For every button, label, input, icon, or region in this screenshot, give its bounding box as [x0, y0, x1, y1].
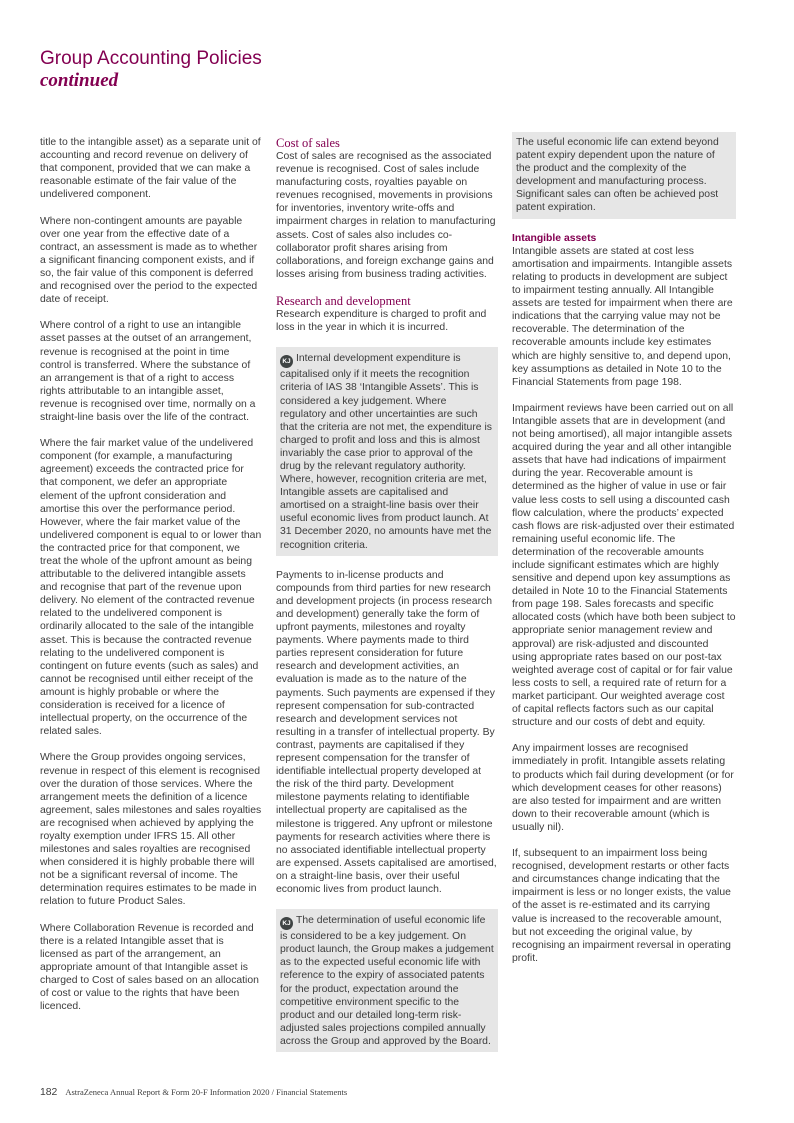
paragraph: Where Collaboration Revenue is recorded and there is a related Intangible asset that is licensed as part of the arrangement, an appropriate amount of that Intangible asset is charged to Cost of sales based on an allocation of cost or value to the rights that have been licenced. — [40, 922, 259, 1013]
key-judgement-box — [276, 909, 498, 1052]
paragraph: title to the intangible asset) as a separate unit of accounting and record revenue on delivery of that component, provided that we can make a reasonable estimate of the fair value of the undelivered component. — [40, 137, 261, 201]
key-judgement-text: Internal development expenditure is capitalised only if it meets the recognition criteria of IAS 38 ‘Intangible Assets’. This is considered a key judgement. Where regulatory and other uncertainties are such that the criteria are not met, the expenditure is charged to profit and loss and this is almost invariably the case prior to approval of the drug by the relevant regulatory authority. Where, however, recognition criteria are met, Intangible assets are capitalised and amortised on a straight-line basis over their useful economic lives from product launch. At 31 December 2020, no amounts have met the recognition criteria. — [280, 353, 492, 551]
key-judgement-text: The determination of useful economic life is considered to be a key judgement. On product launch, the Group makes a judgement as to the expected useful economic life with reference to the expiry of associated patents for the product, expectation around the competitive environment specific to the product and our detailed long-term risk-adjusted sales projections compiled annually across the Group and approved by the Board. — [280, 915, 494, 1047]
paragraph: Where control of a right to use an intangible asset passes at the outset of an arrangement, revenue is recognised at the point in time control is transferred. Where the substance of an arrangement is that of a right to access rights attributable to an intangible asset, revenue is recognised over time, normally on a straight-line basis over the life of the contract. — [40, 320, 256, 423]
key-judgement-box — [276, 347, 498, 555]
column-left — [40, 136, 262, 1013]
paragraph: Payments to in-license products and compounds from third parties for new research and development projects (in process research and development) generally take the form of upfront payments, milestones and royalty payments. Where payments made to third parties represent consideration for future research and development activities, an evaluation is made as to the nature of the payments. Such payments are expensed if they represent compensation for sub-contracted research and development services not resulting in a transfer of intellectual property. By contrast, payments are capitalised if they represent compensation for the transfer of identifiable intellectual property developed at the risk of the third party. Development milestone payments relating to identifiable intellectual property are capitalised as the milestone is triggered. Any upfront or milestone payments for research activities where there is no associated identifiable intellectual property are expensed. Assets capitalised are amortised, on a straight-line basis, over their useful economic lives from product launch. — [276, 569, 497, 895]
footer-text: AstraZeneca Annual Report & Form 20-F Information 2020 / Financial Statements — [65, 1087, 348, 1097]
paragraph: Impairment reviews have been carried out on all Intangible assets that are in development (and not being amortised), all major intangible assets acquired during the year and all other intangible assets that have had indications of impairment during the year. Recoverable amount is determined as the higher of value in use or fair value less costs to sell using a discounted cash flow calculation, where the products’ expected cash flows are risk-adjusted over their estimated remaining useful economic life. The determination of the recoverable amounts include significant estimates which are highly sensitive and depend upon key assumptions as detailed in Note 10 to the Financial Statements from page 198. Sales forecasts and specific allocated costs (which have both been subject to appropriate senior management review and approval) are risk-adjusted and discounted using appropriate rates based on our post-tax weighted average cost of capital or for fair value less costs to sell, a required rate of return for a market participant. Our weighted average cost of capital reflects factors such as our capital structure and our costs of debt and equity. — [512, 402, 736, 729]
page-number: 182 — [40, 1087, 58, 1098]
paragraph: Any impairment losses are recognised immediately in profit. Intangible assets relating to products which fail during development (or for which development ceases for other reasons) are also tested for impairment and are written down to their recoverable amount (which is usually nil). — [512, 743, 734, 833]
page-title — [40, 48, 262, 92]
key-judgement-box-continued — [512, 132, 736, 219]
page-footer — [40, 1087, 347, 1098]
paragraph: Cost of sales are recognised as the associated revenue is recognised. Cost of sales include manufacturing costs, royalties payable on revenues recognised, movements in provisions for inventories, inventory write-offs and impairment charges in relation to manufacturing assets. Cost of sales also includes co-collaborator profit shares arising from collaborations, and foreign exchange gains and losses arising from business trading activities. — [276, 151, 496, 280]
column-middle — [276, 136, 498, 1065]
key-judgement-text: The useful economic life can extend beyond patent expiry dependent upon the nature of the product and the complexity of the development and manufacturing process. Significant sales can often be achieved post patent expiration. — [516, 137, 719, 214]
column-right — [512, 136, 736, 965]
paragraph: Where the fair market value of the undelivered component (for example, a manufacturing agreement) exceeds the contracted price for that component, we defer an appropriate element of the upfront consideration and amortise this over the performance period. However, where the fair market value of the undelivered component is equal to or lower than the contracted price for that component, we treat the whole of the upfront amount as being attributable to the delivered intangible assets and recognise that part of the revenue upon delivery. No element of the contracted revenue related to the undelivered component is ordinarily allocated to the sale of the intangible asset. This is because the contracted revenue relating to the undelivered component is contingent on future events (such as sales) and cannot be recognised until either receipt of the amount is highly probable or where the consideration is received for a licence of intellectual property, on the occurrence of the related sales. — [40, 438, 262, 738]
key-judgement-icon: KJ — [280, 355, 293, 368]
paragraph: Intangible assets are stated at cost less amortisation and impairments. Intangible assets relating to products in development are subject to impairment testing annually. All Intangible assets are tested for impairment when there are indications that the carrying value may not be recoverable. The determination of the recoverable amounts include key estimates which are highly sensitive to, and depend upon, key assumptions as detailed in Note 10 to the Financial Statements from page 198. — [512, 245, 733, 388]
paragraph: Where non-contingent amounts are payable over one year from the effective date of a contract, an assessment is made as to whether a significant financing component exists, and if so, the fair value of this component is deferred and recognised over the period to the expected date of receipt. — [40, 215, 258, 306]
key-judgement-icon: KJ — [280, 917, 293, 930]
paragraph: Research expenditure is charged to profit and loss in the year in which it is incurred. — [276, 309, 487, 334]
page-title-main: Group Accounting Policies — [40, 48, 262, 69]
paragraph: If, subsequent to an impairment loss being recognised, development restarts or other facts and circumstances change indicating that the impairment is less or no longer exists, the value of the asset is re-estimated and its carrying value is increased to the recoverable amount, but not exceeding the original value, by recognising an impairment reversal in operating profit. — [512, 848, 731, 964]
paragraph: Where the Group provides ongoing services, revenue in respect of this element is recognised over the duration of those services. Where the arrangement meets the definition of a licence agreement, sales milestones and sales royalties are recognised when achieved by applying the royalty exemption under IFRS 15. All other milestones and sales royalties are recognised when considered it is highly probable there will not be a significant reversal of income. The determination requires estimates to be made in relation to future Product Sales. — [40, 752, 262, 908]
research-development-heading: Research and development — [276, 294, 411, 309]
page-title-continued: continued — [40, 70, 119, 91]
intangible-assets-heading: Intangible assets — [512, 232, 597, 244]
cost-of-sales-heading: Cost of sales — [276, 136, 340, 150]
